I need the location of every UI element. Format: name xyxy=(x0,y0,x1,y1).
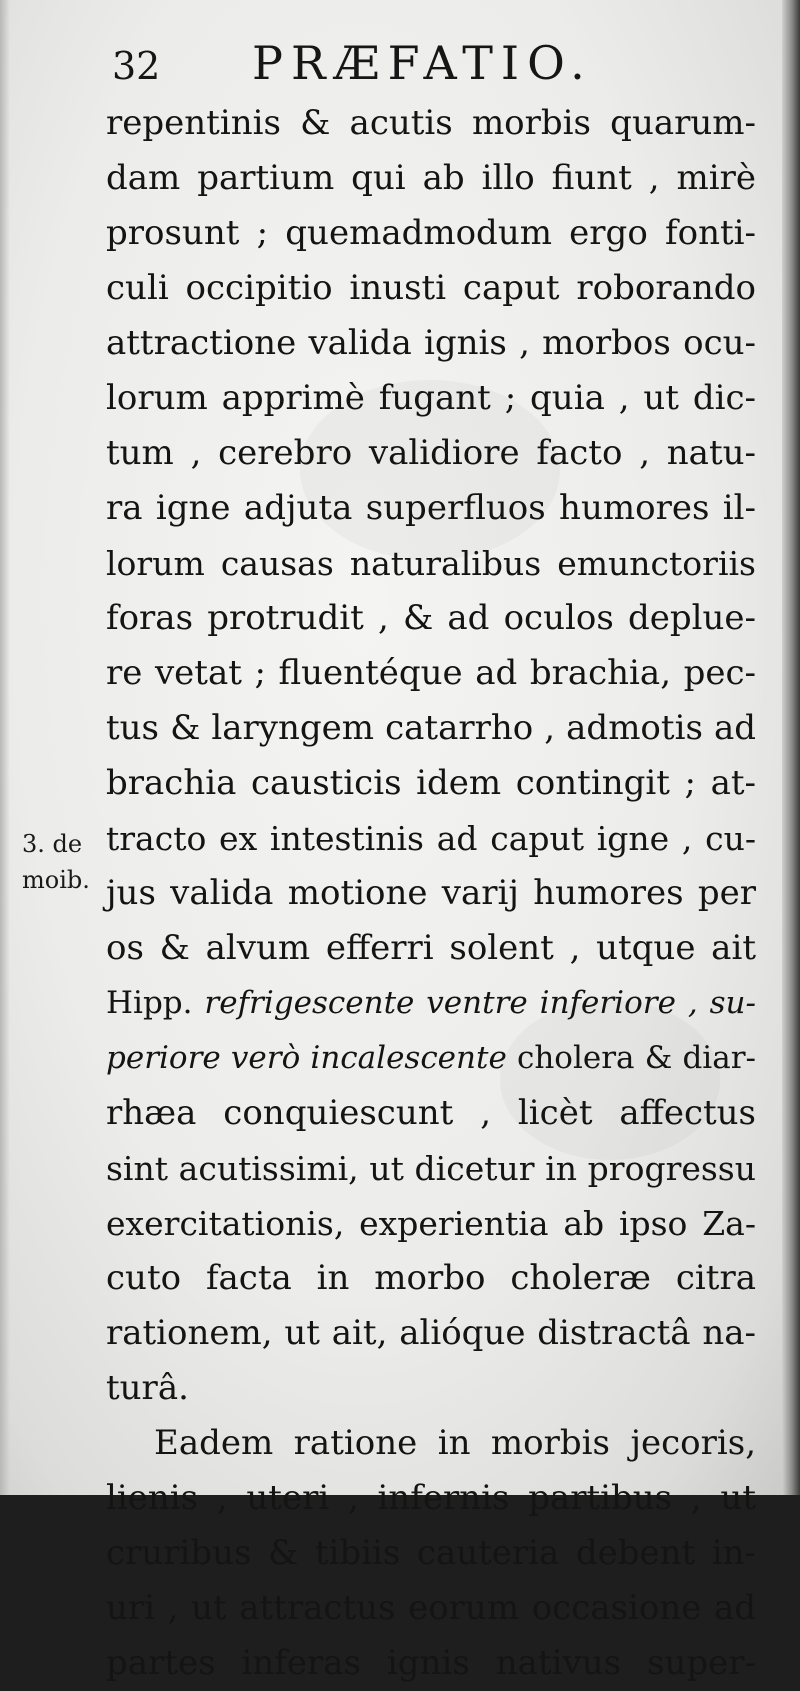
text-line: culi occipitio inusti caput roborando xyxy=(106,268,756,308)
text-line: partes inferas ignis nativus super- xyxy=(106,1643,756,1683)
text-line: re vetat ; fluentéque ad brachia, pec- xyxy=(106,653,756,693)
text-line: lorum apprimè fugant ; quia , ut dic- xyxy=(106,378,756,418)
text-line: tracto ex intestinis ad caput igne , cu- xyxy=(106,819,756,858)
text-line: lienis , uteri , infernis partibus , ut xyxy=(106,1478,756,1518)
paragraph-start-line: Eadem ratione in morbis jecoris, xyxy=(154,1423,756,1463)
text-line xyxy=(106,976,756,1031)
page-number: 32 xyxy=(112,44,161,88)
running-title: PRÆFATIO. xyxy=(252,36,593,90)
text-segment: Hipp. xyxy=(106,985,205,1021)
text-line: dam partium qui ab illo fiunt , mirè xyxy=(106,158,756,198)
page-left-edge xyxy=(0,0,10,1495)
text-line: brachia causticis idem contingit ; at- xyxy=(106,763,756,803)
margin-note: 3. de xyxy=(22,830,83,858)
text-line: cruribus & tibiis cauteria debent in- xyxy=(106,1533,756,1573)
text-segment: cholera & diar- xyxy=(506,1040,757,1076)
text-line: jus valida motione varij humores per xyxy=(106,873,756,913)
text-line: turâ. xyxy=(106,1368,189,1408)
margin-note: moib. xyxy=(22,866,90,894)
italic-quotation: refrigescente ventre inferiore , su- xyxy=(204,985,756,1021)
text-line: attractione valida ignis , morbos ocu- xyxy=(106,323,756,363)
text-line: prosunt ; quemadmodum ergo fonti- xyxy=(106,213,756,253)
text-line: foras protrudit , & ad oculos deplue- xyxy=(106,598,756,638)
italic-quotation: periore verò incalescente xyxy=(106,1040,507,1076)
page-header xyxy=(112,36,672,96)
text-line: exercitationis, experientia ab ipso Za- xyxy=(106,1204,756,1243)
text-line: ra igne adjuta superfluos humores il- xyxy=(106,488,756,528)
text-line: uri , ut attractus eorum occasione ad xyxy=(106,1588,756,1628)
text-line: cuto facta in morbo choleræ citra xyxy=(106,1258,756,1298)
text-line: tus & laryngem catarrho , admotis ad xyxy=(106,708,756,748)
body-text xyxy=(106,96,756,1691)
text-line: tum , cerebro validiore facto , natu- xyxy=(106,433,756,473)
text-line xyxy=(106,1031,756,1086)
text-line: os & alvum efferri solent , utque ait xyxy=(106,928,756,968)
text-line: rationem, ut ait, alióque distractâ na- xyxy=(106,1313,756,1353)
text-line: rhæa conquiescunt , licèt affectus xyxy=(106,1093,756,1133)
text-line: repentinis & acutis morbis quarum- xyxy=(106,103,756,143)
text-line: sint acutissimi, ut dicetur in progressu xyxy=(106,1149,756,1188)
page-right-edge xyxy=(782,0,800,1495)
text-line: lorum causas naturalibus emunctoriis xyxy=(106,544,756,583)
